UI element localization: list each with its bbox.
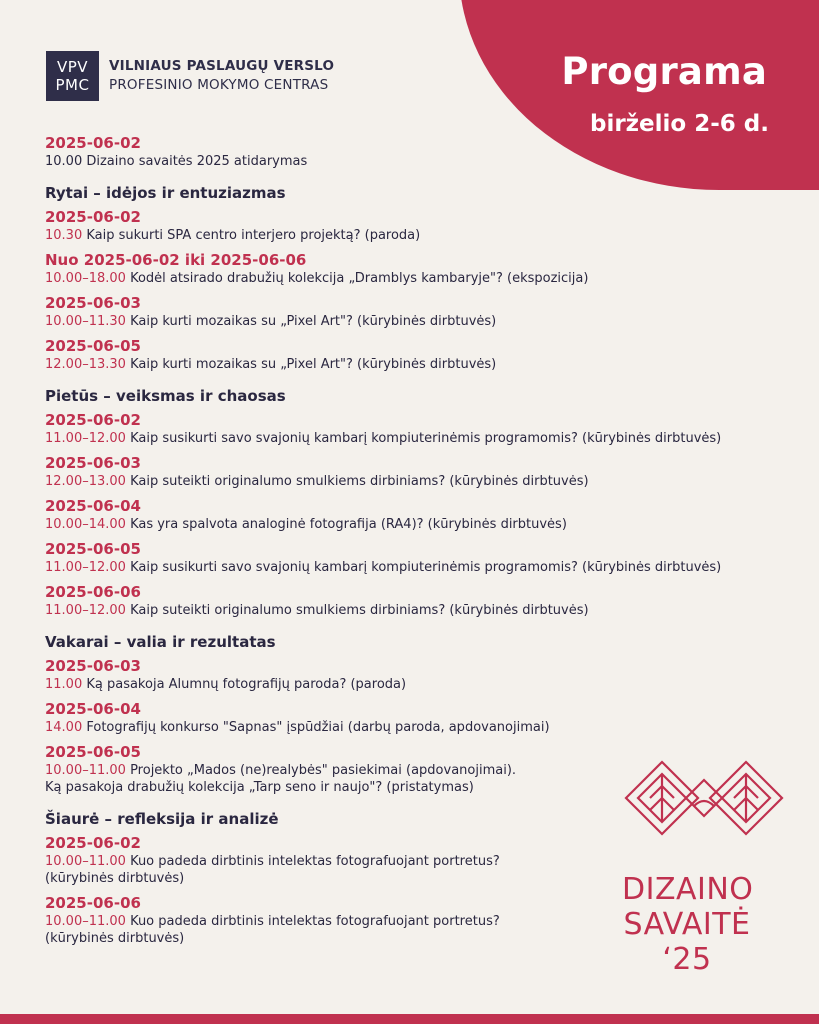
entry-text: Kaip suteikti originalumo smulkiems dirbiniams? (kūrybinės dirbtuvės) [125,474,589,489]
organization-name-line-1: VILNIAUS PASLAUGŲ VERSLO [109,58,335,74]
entry-time: 10.00–18.00 [45,271,126,286]
brand-line-3: ‘25 [662,942,712,977]
page-subtitle: birželio 2-6 d. [589,111,769,137]
entry-time: 14.00 [45,720,83,735]
entry-text: Fotografijų konkurso "Sapnas" įspūdžiai (darbų paroda, apdovanojimai) [82,720,550,735]
entry-time: 10.00–11.00 [45,854,126,869]
entry-line [45,559,805,576]
schedule-entry [45,294,805,330]
entry-line [45,227,805,244]
entry-text: Kuo padeda dirbtinis intelektas fotografuojant portretus? [125,914,500,929]
entry-date: 2025-06-02 [45,208,141,226]
entry-text: Kaip kurti mozaikas su „Pixel Art"? (kūrybinės dirbtuvės) [125,357,497,372]
entry-line [45,602,805,619]
entry-date: 2025-06-06 [45,894,141,912]
schedule-entry [45,251,805,287]
entry-text-continued: (kūrybinės dirbtuvės) [45,871,185,886]
entry-time: 10.00–11.00 [45,763,126,778]
entry-text: Dizaino savaitės 2025 atidarymas [82,154,308,169]
entry-date: 2025-06-02 [45,411,141,429]
schedule-entry [45,208,805,244]
entry-text: Kaip susikurti savo svajonių kambarį kompiuterinėmis programomis? (kūrybinės dirbtuvės) [125,560,722,575]
entry-line [45,430,805,447]
organization-name [109,57,334,95]
bottom-bar [0,1014,819,1024]
design-week-emblem-icon [624,760,784,836]
opening-entry [45,134,805,170]
entry-text: Kaip suteikti originalumo smulkiems dirbiniams? (kūrybinės dirbtuvės) [125,603,589,618]
schedule-entry [45,497,805,533]
section-title: Vakarai – valia ir rezultatas [45,633,276,651]
entry-date: 2025-06-04 [45,700,141,718]
entry-date: Nuo 2025-06-02 iki 2025-06-06 [45,251,307,269]
entry-line [45,313,805,330]
entry-text: Ką pasakoja Alumnų fotografijų paroda? (paroda) [82,677,407,692]
entry-line [45,516,805,533]
entry-date: 2025-06-03 [45,657,141,675]
entry-text: Kaip sukurti SPA centro interjero projektą? (paroda) [82,228,421,243]
organization-logo [46,51,334,101]
schedule-entry [45,583,805,619]
logo-mark [46,51,99,101]
entry-text: Kuo padeda dirbtinis intelektas fotografuojant portretus? [125,854,500,869]
entry-text-continued: Ką pasakoja drabužių kolekcija „Tarp seno ir naujo"? (pristatymas) [45,780,474,795]
logo-line-1: VPV [56,58,89,76]
design-week-title [622,872,752,977]
entry-time: 10.00–14.00 [45,517,126,532]
entry-time: 10.00–11.30 [45,314,126,329]
schedule-entry [45,411,805,447]
schedule-entry [45,540,805,576]
section-title: Rytai – idėjos ir entuziazmas [45,184,286,202]
brand-line-2: SAVAITĖ [623,907,751,942]
entry-time: 12.00–13.30 [45,357,126,372]
entry-text: Kas yra spalvota analoginė fotografija (RA4)? (kūrybinės dirbtuvės) [125,517,567,532]
entry-text: Kaip susikurti savo svajonių kambarį kompiuterinėmis programomis? (kūrybinės dirbtuvės) [125,431,722,446]
entry-date: 2025-06-05 [45,743,141,761]
entry-text-continued: (kūrybinės dirbtuvės) [45,931,185,946]
schedule-entry [45,337,805,373]
organization-name-line-2: PROFESINIO MOKYMO CENTRAS [109,77,329,93]
brand-line-1: DIZAINO [622,872,754,907]
entry-text: Projekto „Mados (ne)realybės" pasiekimai (apdovanojimai). [125,763,517,778]
entry-time: 10.00 [45,154,83,169]
entry-time: 11.00–12.00 [45,603,126,618]
entry-date: 2025-06-05 [45,337,141,355]
entry-time: 12.00–13.00 [45,474,126,489]
entry-date: 2025-06-03 [45,454,141,472]
entry-time: 11.00–12.00 [45,560,126,575]
entry-text: Kaip kurti mozaikas su „Pixel Art"? (kūrybinės dirbtuvės) [125,314,497,329]
entry-line [45,270,805,287]
page-title: Programa [561,50,767,93]
section-title: Šiaurė – refleksija ir analizė [45,810,279,828]
entry-date: 2025-06-05 [45,540,141,558]
entry-time: 11.00 [45,677,83,692]
schedule-entry [45,700,805,736]
entry-date: 2025-06-06 [45,583,141,601]
entry-date: 2025-06-03 [45,294,141,312]
entry-time: 11.00–12.00 [45,431,126,446]
logo-line-2: PMC [55,76,90,94]
entry-date: 2025-06-02 [45,834,141,852]
entry-line [45,719,805,736]
section-title: Pietūs – veiksmas ir chaosas [45,387,286,405]
entry-text: Kodėl atsirado drabužių kolekcija „Dramblys kambaryje"? (ekspozicija) [125,271,589,286]
entry-date: 2025-06-02 [45,134,141,152]
entry-line [45,676,805,693]
schedule-entry [45,657,805,693]
entry-time: 10.00–11.00 [45,914,126,929]
entry-line [45,356,805,373]
schedule-entry [45,454,805,490]
entry-line [45,153,805,170]
entry-line [45,473,805,490]
entry-date: 2025-06-04 [45,497,141,515]
entry-time: 10.30 [45,228,83,243]
design-week-brand [622,760,786,977]
